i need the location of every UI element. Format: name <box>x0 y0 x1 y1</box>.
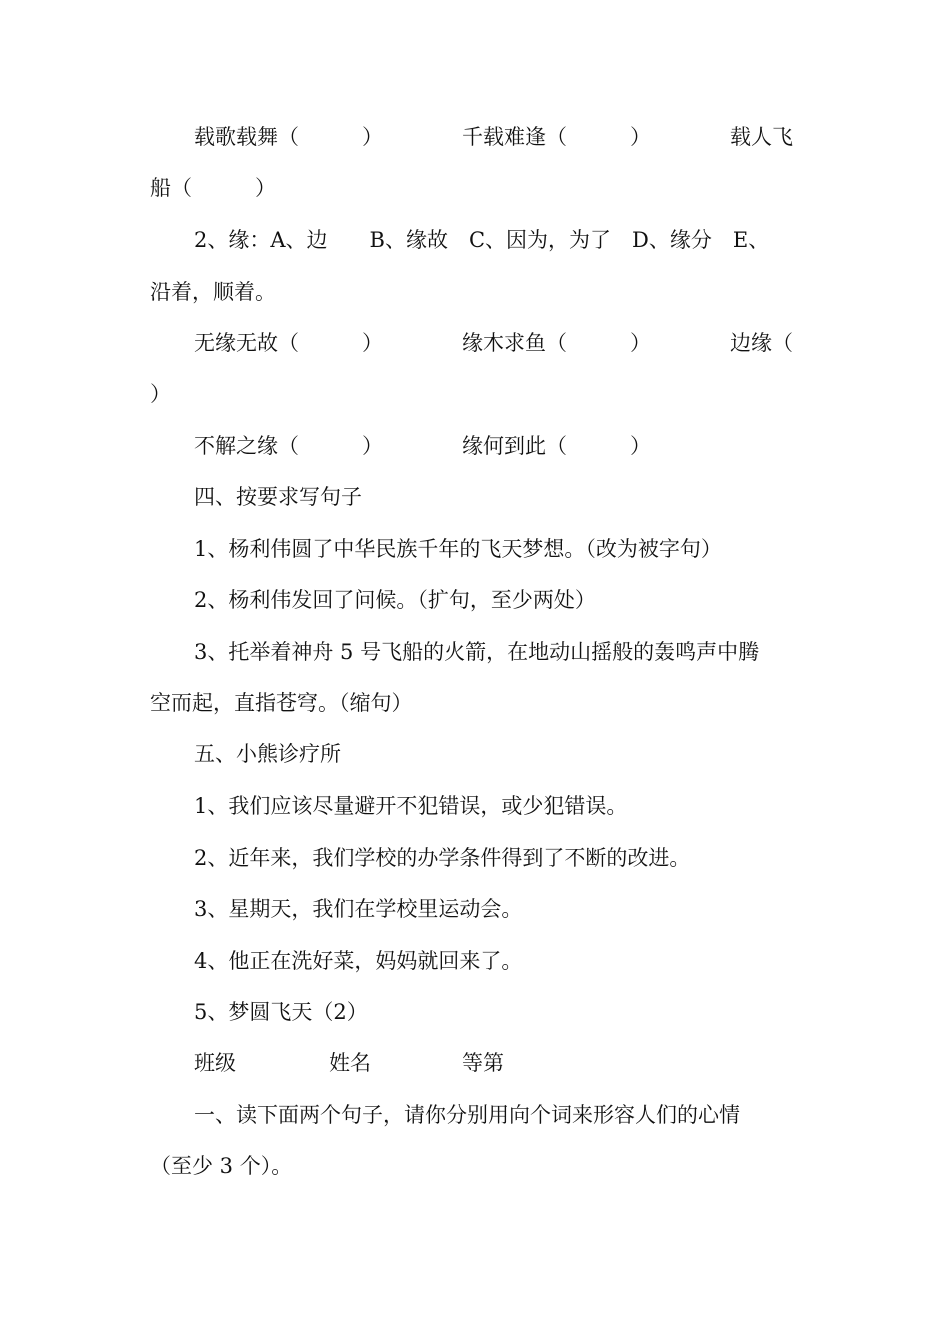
doc-line-11: 3、托举着神舟 5 号飞船的火箭，在地动山摇般的轰鸣声中腾 <box>194 640 760 664</box>
doc-line-4: 沿着，顺着。 <box>150 280 276 304</box>
class-label: 班级 <box>194 1051 236 1075</box>
item-qianzainanfeng: 千载难逢（ ） <box>462 125 651 149</box>
doc-line-10: 2、杨利伟发回了问候。（扩句，至少两处） <box>194 588 596 612</box>
doc-line-2: 船（ ） <box>150 176 276 200</box>
item-zaigezaiwu: 载歌载舞（ ） <box>194 125 383 149</box>
name-label: 姓名 <box>329 1051 371 1075</box>
item-zairenfei: 载人飞 <box>730 125 793 149</box>
item-yuanhedaoci: 缘何到此（ ） <box>462 434 651 458</box>
doc-line-18: 5、梦圆飞天（2） <box>194 1000 368 1024</box>
doc-line-14: 1、我们应该尽量避开不犯错误，或少犯错误。 <box>194 794 628 818</box>
doc-line-9: 1、杨利伟圆了中华民族千年的飞天梦想。（改为被字句） <box>194 537 722 561</box>
doc-line-15: 2、近年来，我们学校的办学条件得到了不断的改进。 <box>194 846 691 870</box>
section-heading-1: 一、读下面两个句子，请你分别用向个词来形容人们的心情 <box>194 1103 740 1127</box>
item-wuyuanwugu: 无缘无故（ ） <box>194 331 383 355</box>
doc-line-6: ） <box>150 382 171 406</box>
grade-label: 等第 <box>462 1051 504 1075</box>
item-yuanmuqiuyu: 缘木求鱼（ ） <box>462 331 651 355</box>
item-bianyuan: 边缘（ <box>730 331 793 355</box>
doc-line-12: 空而起，直指苍穹。（缩句） <box>150 691 413 715</box>
doc-line-17: 4、他正在洗好菜，妈妈就回来了。 <box>194 949 523 973</box>
doc-line-16: 3、星期天，我们在学校里运动会。 <box>194 897 523 921</box>
doc-line-3: 2、缘：A、边 B、缘故 C、因为，为了 D、缘分 E、 <box>194 228 770 252</box>
doc-line-21: （至少 3 个）。 <box>150 1154 293 1178</box>
section-heading-4: 四、按要求写句子 <box>194 485 362 509</box>
item-bujiezhiyuan: 不解之缘（ ） <box>194 434 383 458</box>
section-heading-5: 五、小熊诊疗所 <box>194 742 341 766</box>
